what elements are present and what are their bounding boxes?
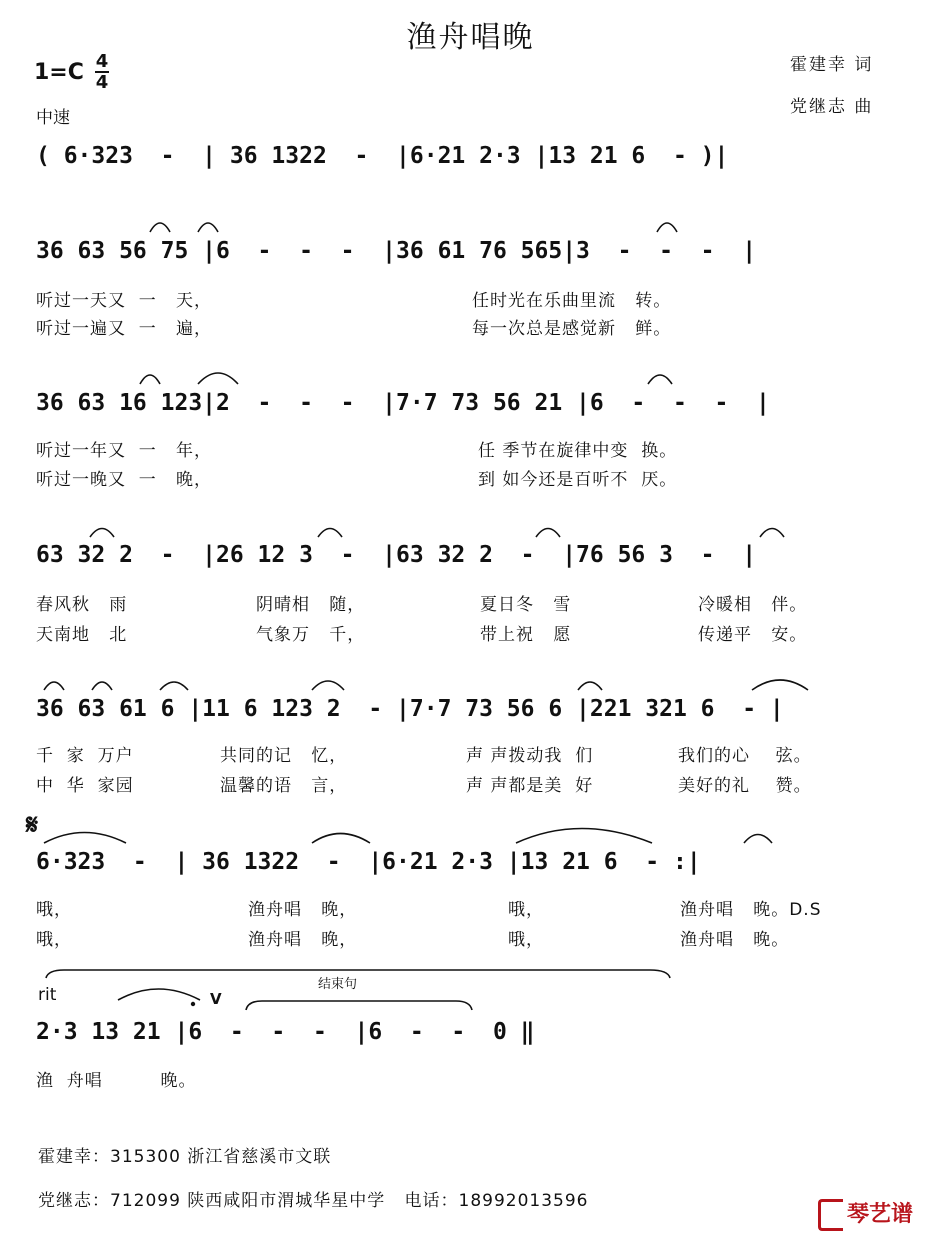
lyric-verse2-g: 带上祝 愿 (480, 625, 572, 645)
score-line-4: 63 32 2 - |26 12 3 - |63 32 2 - |76 56 3 - | (36, 542, 757, 568)
score-line-3: 36 63 16 123|2 - - - |7·7 73 56 21 |6 - - - | (36, 390, 770, 416)
lyric-verse2-b: 每一次总是感觉新 鲜。 (472, 319, 672, 339)
segno-sign: 𝄋 (26, 808, 39, 841)
tie-arc (140, 375, 160, 384)
lyric-verse2-m: 哦， (36, 930, 72, 950)
brand-name: 琴艺谱 (847, 1202, 914, 1227)
song-title: 渔舟唱晚 (406, 20, 535, 55)
tie-arc (150, 223, 170, 232)
tie-arc (160, 682, 188, 690)
lyric-verse2-j: 温馨的语 言， (220, 776, 348, 796)
lyric-verse1-b: 任时光在乐曲里流 转。 (472, 291, 672, 311)
phrase-arc (516, 829, 652, 844)
lyric-verse2-c: 听过一晚又 一 晚， (36, 470, 213, 490)
tie-arc (752, 680, 808, 690)
score-line-2: 36 63 56 75 |6 - - - |36 61 76 565|3 - - - | (36, 238, 757, 264)
tie-arc (118, 989, 200, 1000)
lyric-verse1-i: 千 家 万户 (36, 746, 134, 766)
phrase-arc (312, 834, 370, 844)
lyric-verse1-g: 夏日冬 雪 (480, 595, 572, 615)
tie-arc (198, 223, 218, 232)
lyric-verse1-o: 哦， (508, 900, 544, 920)
lyric-verse1-l: 我们的心 弦。 (678, 746, 812, 766)
ending-phrase-label: 结束句 (318, 977, 358, 992)
tie-arc (657, 223, 677, 232)
lyric-verse2-h: 传递平 安。 (698, 625, 808, 645)
lyric-verse2-p: 渔舟唱 晚。 (680, 930, 790, 950)
lyric-verse1-d: 任 季节在旋律中变 换。 (478, 441, 678, 461)
time-signature-bottom: 4 (95, 72, 109, 93)
composer-credit: 党继志 曲 (790, 97, 874, 117)
lyric-verse2-l: 美好的礼 赞。 (678, 776, 812, 796)
phrase-bracket (46, 970, 670, 978)
lyric-verse1-h: 冷暖相 伴。 (698, 595, 808, 615)
fermata-dot (191, 1002, 195, 1006)
lyric-verse2-o: 哦， (508, 930, 544, 950)
tie-arc (312, 681, 344, 690)
lyric-verse2-d: 到 如今还是百听不 厌。 (478, 470, 678, 490)
key-signature: 1=C (34, 60, 84, 85)
tie-arc (536, 529, 560, 538)
tie-arc (318, 529, 342, 538)
tie-arc (198, 373, 238, 384)
lyric-verse2-e: 天南地 北 (36, 625, 128, 645)
lyric-verse1-a: 听过一天又 一 天， (36, 291, 213, 311)
ending-bracket (246, 1001, 472, 1010)
tie-arc (44, 682, 64, 690)
brand-icon (818, 1199, 843, 1231)
lyric-verse1-f: 阴晴相 随， (256, 595, 366, 615)
score-line-5: 36 63 61 6 |11 6 123 2 - |7·7 73 56 6 |221 321 6 - | (36, 696, 784, 722)
tie-arc (648, 375, 672, 384)
lyric-verse1-p: 渔舟唱 晚。D.S (680, 900, 822, 920)
score-line-intro: ( 6·323 - | 36 1322 - |6·21 2·3 |13 21 6 - )| (36, 143, 729, 169)
tie-arc (90, 529, 114, 538)
phrase-arc (744, 835, 772, 844)
tie-arc (92, 682, 112, 690)
score-line-6: 6·323 - | 36 1322 - |6·21 2·3 |13 21 6 - :| (36, 849, 701, 875)
lyric-verse1-c: 听过一年又 一 年， (36, 441, 213, 461)
lyric-verse2-n: 渔舟唱 晚， (248, 930, 358, 950)
lyric-ending: 渔 舟唱 晚。 (36, 1071, 197, 1091)
lyric-verse1-e: 春风秋 雨 (36, 595, 128, 615)
lyric-verse2-a: 听过一遍又 一 遍， (36, 319, 213, 339)
lyric-verse1-j: 共同的记 忆， (220, 746, 348, 766)
lyric-verse1-k: 声 声拨动我 们 (466, 746, 594, 766)
tie-arc (578, 682, 602, 690)
lyricist-credit: 霍建幸 词 (790, 55, 874, 75)
lyric-verse2-i: 中 华 家园 (36, 776, 134, 796)
time-signature-top: 4 (95, 51, 109, 72)
lyric-verse2-f: 气象万 千， (256, 625, 366, 645)
footer-contact-2: 党继志：712099 陕西咸阳市渭城华星中学 电话：18992013596 (38, 1191, 589, 1211)
lyric-verse1-n: 渔舟唱 晚， (248, 900, 358, 920)
breath-mark: V (210, 990, 222, 1008)
tempo-marking: 中速 (36, 108, 70, 128)
rit-marking: rit (38, 985, 57, 1005)
tie-arc (760, 529, 784, 538)
score-line-7: 2·3 13 21 |6 - - - |6 - - 0 ‖ (36, 1019, 535, 1045)
brand-logo (818, 1197, 913, 1231)
footer-contact-1: 霍建幸：315300 浙江省慈溪市文联 (38, 1147, 332, 1167)
lyric-verse2-k: 声 声都是美 好 (466, 776, 594, 796)
lyric-verse1-m: 哦， (36, 900, 72, 920)
phrase-arc (44, 833, 126, 844)
